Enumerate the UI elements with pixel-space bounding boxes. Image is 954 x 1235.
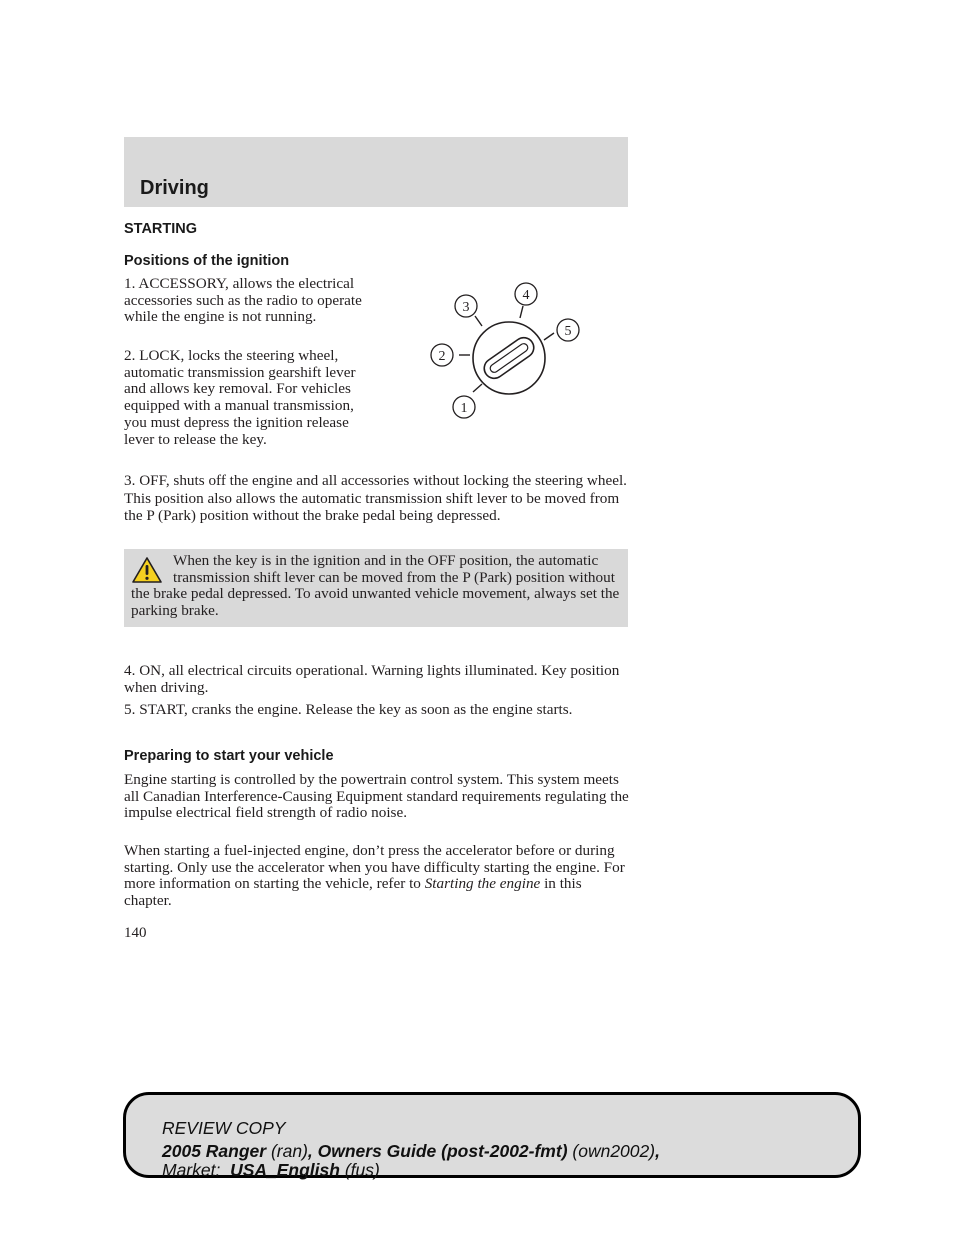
section-title: Driving bbox=[140, 177, 209, 199]
footer-market-code: (fus) bbox=[339, 1160, 380, 1180]
footer-guide-code: (own2002) bbox=[567, 1141, 656, 1161]
cross-reference-starting-the-engine: Starting the engine bbox=[424, 875, 541, 893]
item-accessory: 1. ACCESSORY, allows the electrical accessories such as the radio to operate while the engine is not running. bbox=[124, 275, 362, 326]
heading-positions: Positions of the ignition bbox=[124, 253, 290, 269]
leader-1 bbox=[473, 384, 482, 392]
page-number: 140 bbox=[124, 925, 147, 941]
footer-model: 2005 Ranger bbox=[162, 1141, 267, 1161]
warning-text-content: When the key is in the ignition and in the OFF position, the automatic transmission shift lever can be moved from the P (Park) position without the brake pedal depressed. To avoid unwanted vehicle movement, always set the parking brake. bbox=[131, 552, 620, 620]
item-off: 3. OFF, shuts off the engine and all accessories without locking the steering wheel. This position also allows the automatic transmission shift lever to be moved from the P (Park) position without the brake pedal being depressed. bbox=[124, 472, 627, 524]
item-start: 5. START, cranks the engine. Release the key as soon as the engine starts. bbox=[124, 701, 573, 718]
leader-3 bbox=[475, 316, 482, 326]
paragraph-fuel-injected-end: in this chapter. bbox=[124, 875, 582, 910]
warning-text bbox=[131, 553, 621, 620]
paragraph-fuel-injected-text: When starting a fuel-injected engine, don’t press the accelerator before or during starting. Only use the accelerator when you have difficulty starting the engine. For more information on starting the vehicle, refer to bbox=[124, 842, 625, 893]
footer-review-copy: REVIEW COPY bbox=[162, 1118, 286, 1138]
heading-preparing: Preparing to start your vehicle bbox=[124, 748, 334, 764]
item-on: 4. ON, all electrical circuits operational. Warning lights illuminated. Key position when driving. bbox=[124, 662, 620, 696]
paragraph-fuel-injected bbox=[124, 843, 630, 910]
footer-guide: , Owners Guide (post-2002-fmt) bbox=[307, 1141, 568, 1161]
callout-4: 4 bbox=[522, 288, 530, 303]
footer-model-code: (ran) bbox=[266, 1141, 308, 1161]
item-lock: 2. LOCK, locks the steering wheel, automatic transmission gearshift lever and allows key removal. For vehicles equipped with a manual transmission, you must depress the ignition release lever to release the key. bbox=[124, 347, 356, 448]
ignition-diagram bbox=[420, 276, 590, 426]
footer-market: USA_English bbox=[230, 1160, 340, 1180]
paragraph-engine-control: Engine starting is controlled by the powertrain control system. This system meets all Canadian Interference-Causing Equipment standard requirements regulating the impulse electrical field strength of radio noise. bbox=[124, 771, 629, 822]
callout-3: 3 bbox=[462, 300, 470, 315]
callout-1: 1 bbox=[460, 401, 468, 416]
footer-market-line bbox=[162, 1160, 380, 1181]
leader-5 bbox=[544, 333, 554, 340]
callout-2: 2 bbox=[438, 349, 446, 364]
footer-market-label: Market: bbox=[162, 1160, 231, 1180]
callout-5: 5 bbox=[564, 324, 572, 339]
footer-comma: , bbox=[655, 1141, 660, 1161]
leader-4 bbox=[520, 306, 523, 318]
footer-document-line bbox=[162, 1141, 660, 1162]
heading-starting: STARTING bbox=[124, 221, 198, 237]
